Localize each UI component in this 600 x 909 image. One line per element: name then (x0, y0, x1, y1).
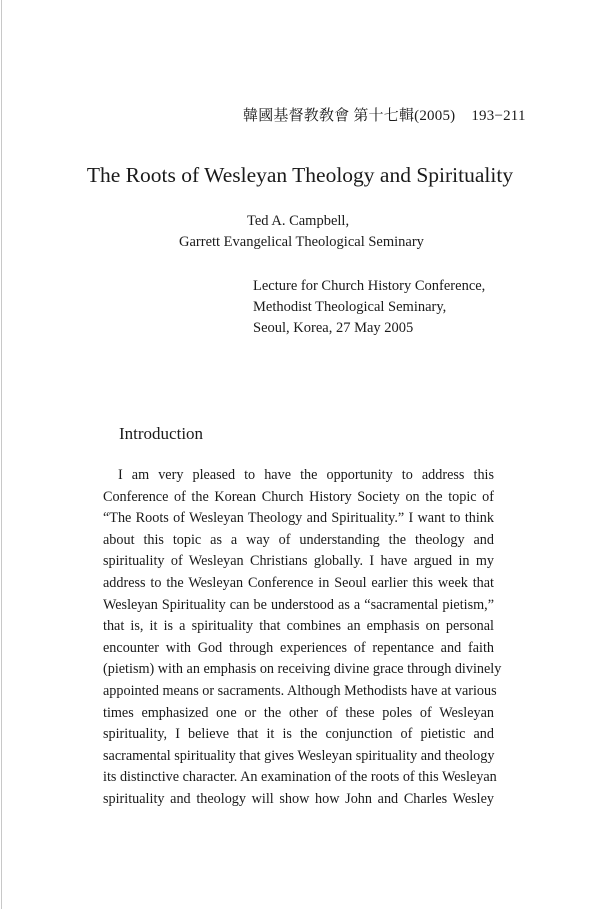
page-range: 193−211 (471, 108, 526, 124)
paragraph-line: about this topic as a way of understanding the theology and (103, 531, 494, 548)
author-name: Ted A. Campbell, (247, 213, 350, 229)
article-title (0, 163, 600, 188)
paragraph-line: address to the Wesleyan Conference in Seoul earlier this week that (103, 574, 494, 591)
lecture-line: Methodist Theological Seminary, (253, 299, 447, 315)
paragraph-line: I am very pleased to have the opportunity to address this (118, 467, 494, 483)
paragraph-line: spirituality and theology will show how John and Charles Wesley (103, 790, 494, 807)
page-edge (1, 0, 2, 909)
paragraph-line: encounter with God through experiences of repentance and faith (103, 639, 494, 656)
lecture-line: Lecture for Church History Conference, (253, 278, 486, 294)
paragraph-line: spirituality of Wesleyan Christians globally. I have argued in my (103, 553, 494, 570)
running-head (243, 104, 526, 125)
paragraph-line: times emphasized one or the other of these poles of Wesleyan (103, 704, 494, 721)
paragraph-line: “The Roots of Wesleyan Theology and Spirituality.” I want to think (103, 510, 494, 527)
lecture-info (253, 276, 485, 339)
journal-name: 韓國基督教敎會 第十七輯(2005) (243, 108, 456, 124)
paragraph-line: Conference of the Korean Church History Society on the topic of (103, 488, 494, 505)
paragraph-line: (pietism) with an emphasis on receiving divine grace through divinely (103, 661, 502, 678)
paragraph-line: Wesleyan Spirituality can be understood as a “sacramental pietism,” (103, 596, 494, 613)
author-affiliation: Garrett Evangelical Theological Seminary (179, 234, 424, 250)
paragraph-line: spirituality, I believe that it is the conjunction of pietistic and (103, 726, 494, 743)
paragraph-line: that is, it is a spirituality that combines an emphasis on personal (103, 618, 494, 635)
article-title-text: The Roots of Wesleyan Theology and Spirituality (86, 163, 514, 187)
paragraph-line: appointed means or sacraments. Although Methodists have at various (103, 682, 497, 699)
paragraph-line: sacramental spirituality that gives Wesleyan spirituality and theology (103, 747, 495, 764)
lecture-line: Seoul, Korea, 27 May 2005 (253, 320, 414, 336)
body-paragraph (103, 465, 502, 811)
section-heading: Introduction (119, 424, 204, 443)
paragraph-line: its distinctive character. An examination of the roots of this Wesleyan (103, 769, 497, 786)
